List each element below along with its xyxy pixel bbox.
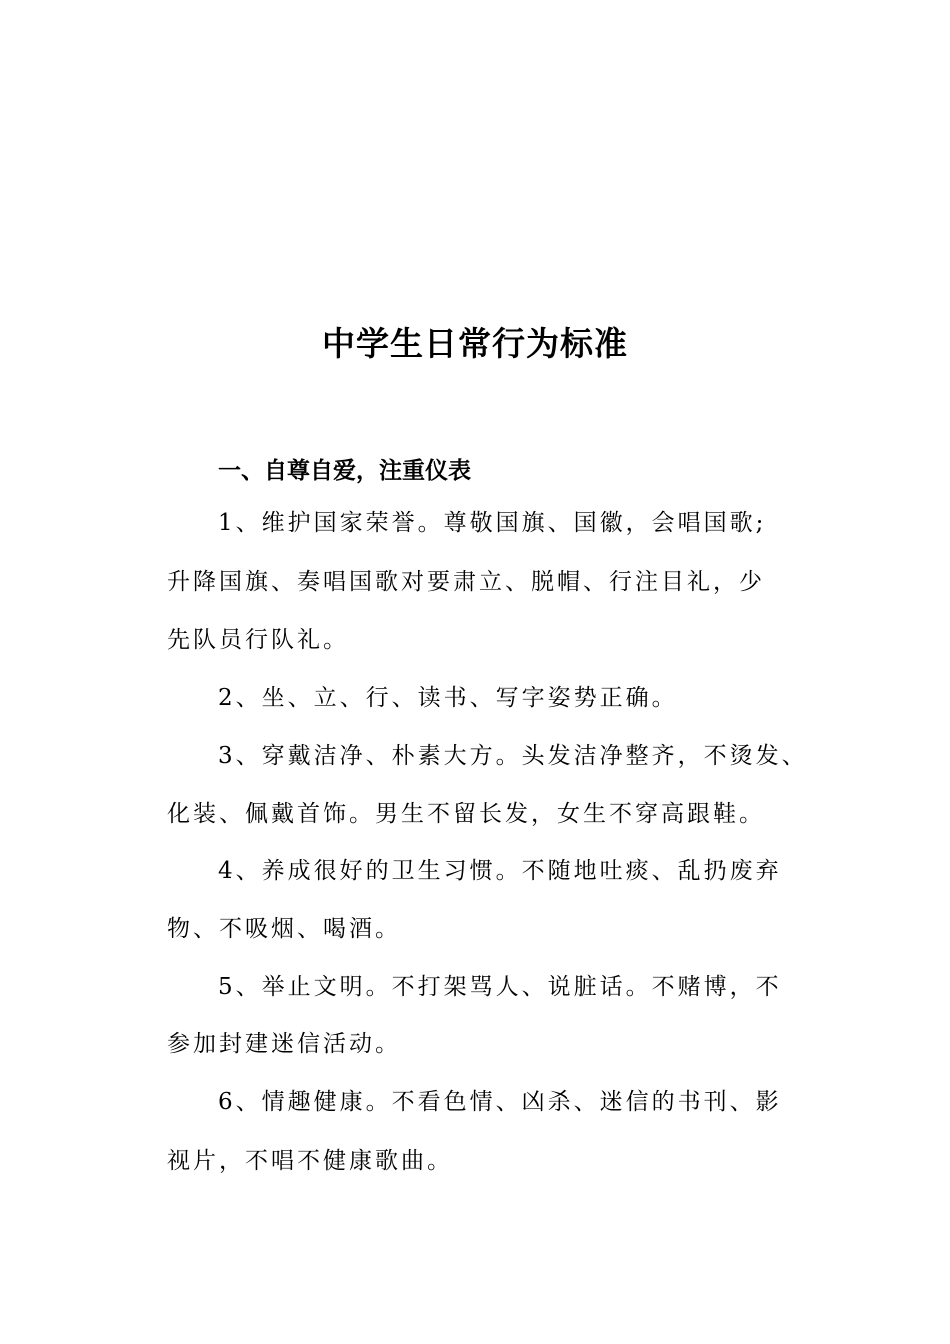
- item-6-line-1: 6、情趣健康。不看色情、凶杀、迷信的书刊、影: [218, 1089, 782, 1115]
- item-6-line-2: 视片，不唱不健康歌曲。: [167, 1148, 453, 1174]
- section-heading: 一、自尊自爱，注重仪表: [218, 458, 471, 484]
- item-4-line-2: 物、不吸烟、喝酒。: [167, 916, 401, 942]
- item-1-line-3: 先队员行队礼。: [167, 627, 349, 653]
- item-3-line-1: 3、穿戴洁净、朴素大方。头发洁净整齐，不烫发、: [218, 743, 808, 769]
- item-5-line-1: 5、举止文明。不打架骂人、说脏话。不赌博，不: [218, 974, 782, 1000]
- item-2-line-1: 2、坐、立、行、读书、写字姿势正确。: [218, 685, 678, 711]
- item-5-line-2: 参加封建迷信活动。: [167, 1031, 401, 1057]
- item-1-line-1: 1、维护国家荣誉。尊敬国旗、国徽，会唱国歌;: [218, 510, 767, 536]
- document-title: 中学生日常行为标准: [322, 324, 628, 363]
- item-4-line-1: 4、养成很好的卫生习惯。不随地吐痰、乱扔废弃: [218, 858, 782, 884]
- item-3-line-2: 化装、佩戴首饰。男生不留长发，女生不穿高跟鞋。: [167, 801, 765, 827]
- item-1-line-2: 升降国旗、奏唱国歌对要肃立、脱帽、行注目礼，少: [167, 569, 765, 595]
